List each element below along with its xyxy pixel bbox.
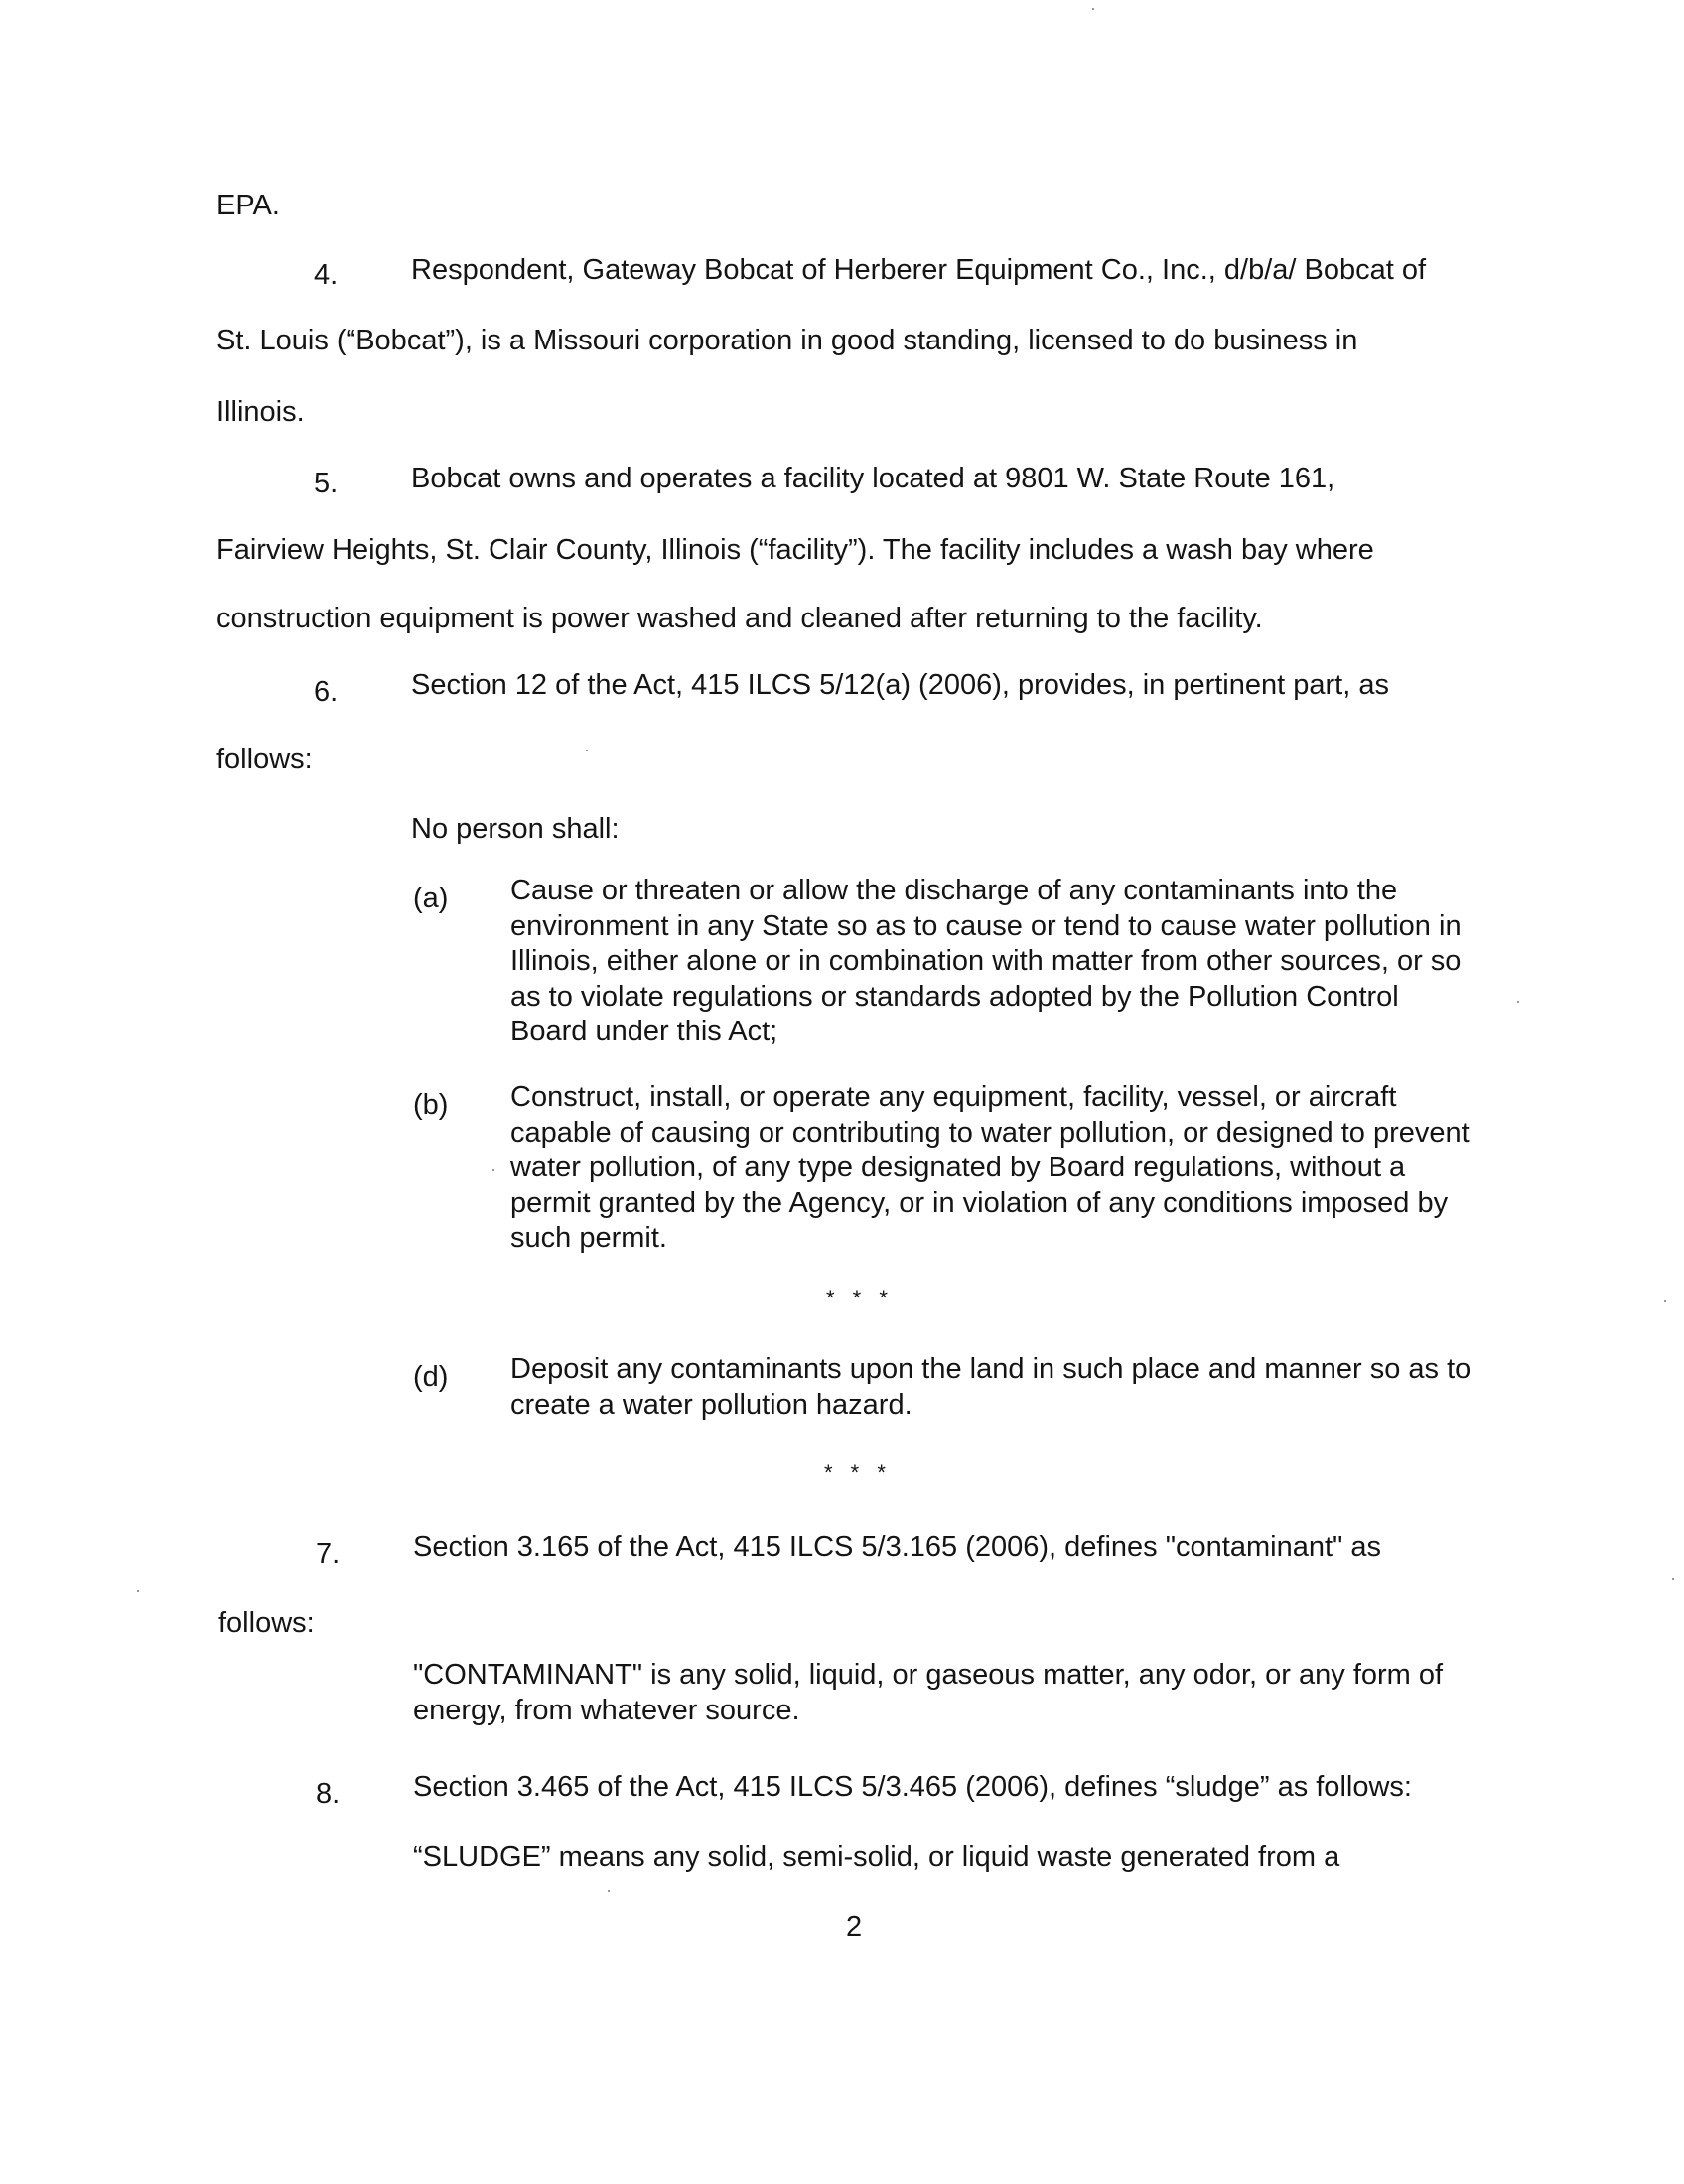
paragraph-7-number: 7. bbox=[316, 1538, 341, 1570]
paragraph-4-line-2: St. Louis (“Bobcat”), is a Missouri corporation in good standing, licensed to do business in bbox=[216, 325, 1358, 356]
item-a-text: Cause or threaten or allow the discharge of any contaminants into the environment in any State so as to cause or tend to cause water pollution in Illinois, either alone or in combination with matter from other sources, or so as to violate regulations or standards adopted by the Pollution Control Board under this Act; bbox=[510, 875, 1462, 1047]
scan-speck bbox=[1092, 8, 1094, 10]
scan-speck bbox=[1672, 1578, 1674, 1580]
paragraph-5-number: 5. bbox=[314, 468, 339, 499]
paragraph-5-line-1: Bobcat owns and operates a facility located at 9801 W. State Route 161, bbox=[411, 463, 1335, 494]
paragraph-5-line-2: Fairview Heights, St. Clair County, Illinois (“facility”). The facility includes a wash bay where bbox=[216, 534, 1374, 566]
paragraph-4-number: 4. bbox=[314, 259, 339, 291]
ellipsis-1: * * * bbox=[826, 1286, 894, 1310]
item-d-text: Deposit any contaminants upon the land in such place and manner so as to create a water pollution hazard. bbox=[510, 1353, 1472, 1421]
paragraph-7-line-1: Section 3.165 of the Act, 415 ILCS 5/3.165 (2006), defines "contaminant" as bbox=[413, 1531, 1381, 1563]
paragraph-6-line-1: Section 12 of the Act, 415 ILCS 5/12(a) (2006), provides, in pertinent part, as bbox=[411, 669, 1389, 701]
scan-speck bbox=[1517, 1001, 1519, 1003]
scan-speck bbox=[137, 1590, 139, 1592]
paragraph-8-number: 8. bbox=[316, 1778, 341, 1810]
paragraph-4-line-3: Illinois. bbox=[216, 396, 305, 428]
item-b-label: (b) bbox=[413, 1089, 449, 1121]
opening-fragment: EPA. bbox=[216, 190, 280, 221]
scan-speck bbox=[1664, 1300, 1666, 1302]
item-d-label: (d) bbox=[413, 1361, 449, 1393]
item-a-label: (a) bbox=[413, 883, 449, 914]
paragraph-4-line-1: Respondent, Gateway Bobcat of Herberer Equipment Co., Inc., d/b/a/ Bobcat of bbox=[411, 254, 1427, 286]
paragraph-7-line-2: follows: bbox=[218, 1607, 315, 1639]
ellipsis-2: * * * bbox=[824, 1460, 892, 1485]
item-b-text: Construct, install, or operate any equipment, facility, vessel, or aircraft capable of causing or contributing to water pollution, or designed to prevent water pollution, of any type designated by Board regulations, without a permit granted by the Agency, or in violation of any conditions imposed by such permit. bbox=[510, 1081, 1470, 1254]
contaminant-definition: "CONTAMINANT" is any solid, liquid, or gaseous matter, any odor, or any form of energy, from whatever source. bbox=[413, 1659, 1444, 1726]
scan-speck bbox=[586, 750, 588, 751]
paragraph-5-line-3: construction equipment is power washed and cleaned after returning to the facility. bbox=[216, 603, 1263, 634]
paragraph-8-line-1: Section 3.465 of the Act, 415 ILCS 5/3.465 (2006), defines “sludge” as follows: bbox=[413, 1771, 1412, 1803]
paragraph-6-number: 6. bbox=[314, 676, 339, 708]
quote-intro: No person shall: bbox=[411, 813, 620, 845]
scan-speck bbox=[608, 1890, 610, 1892]
page-number: 2 bbox=[846, 1911, 863, 1943]
scan-speck bbox=[492, 1169, 494, 1171]
paragraph-6-line-2: follows: bbox=[216, 744, 313, 775]
sludge-definition-start: “SLUDGE” means any solid, semi-solid, or liquid waste generated from a bbox=[413, 1842, 1340, 1873]
